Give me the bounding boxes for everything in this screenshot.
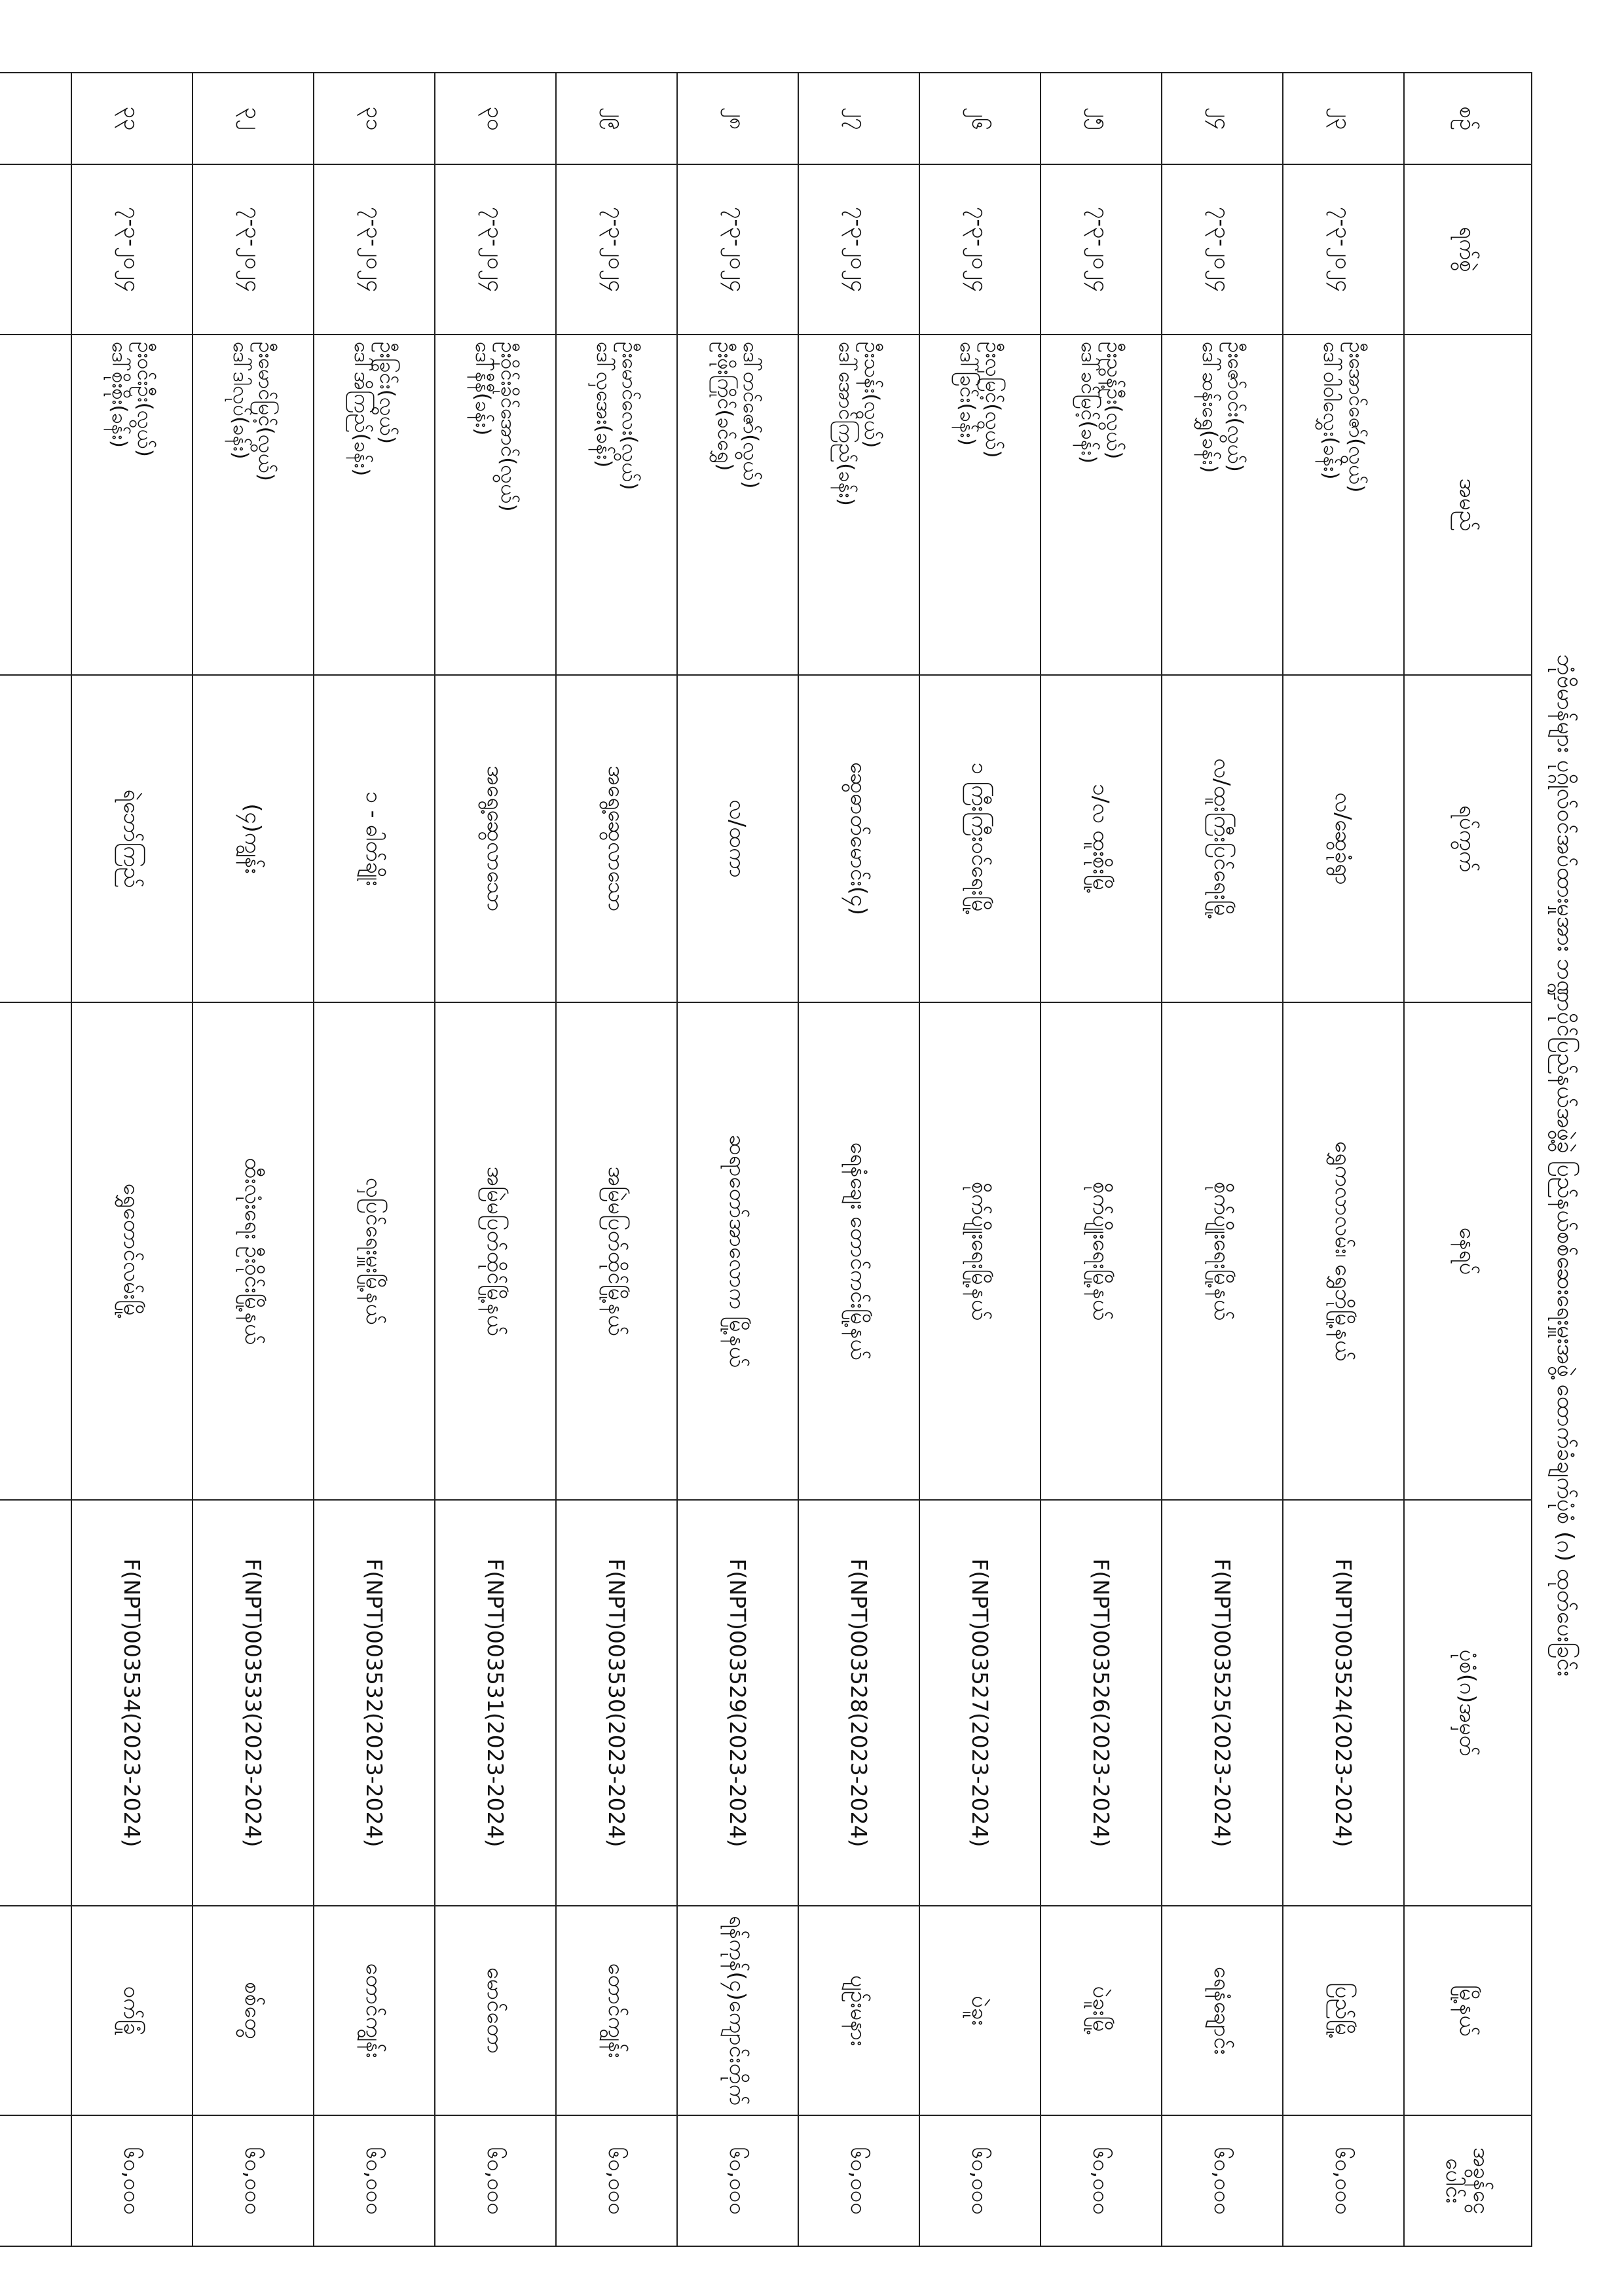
cell-code: F(NPT)003528(2023-2024) (798, 1500, 919, 1906)
table-body (0, 73, 1404, 2246)
cell-address: ထီးလုံးရေး ဦးဝိုင်းမြို့နယ် (193, 1002, 314, 1500)
cell-town: ပဲခူး (919, 1906, 1041, 2115)
table-row (71, 73, 193, 2246)
table-row (435, 73, 556, 2246)
cell-fee: ၆၀,၀၀၀ (314, 2115, 435, 2246)
cell-address: ရေနံချေး တောင်ကင်းမြို့နယ် (798, 1002, 919, 1500)
header-code: ပုံစံ(ဂ)အမှတ် (1404, 1500, 1532, 1906)
cell-ward: ဆွေဓာတ်မောင်း(၄) (798, 675, 919, 1002)
cell-ward: ၁ ကြီးကြီးဝင်ရေးမြို့ (919, 675, 1041, 1002)
cell-ward: အရွေ့ဆွေလာသော (556, 675, 677, 1002)
cell-fee: ၆၀,၀၀၀ (1041, 2115, 1162, 2246)
cell-address: ရွှေကလာလမ်း၊ ရွှေဘိုမြို့နယ် (1283, 1002, 1404, 1500)
cell-no: ၂၃ (1283, 73, 1404, 164)
cell-town: စစ်တွေ (193, 1906, 314, 2115)
cell-address: အမြဲမပြတ်ထိုင်မြို့နယ် (435, 1002, 556, 1500)
header-ward: ရပ်ကွက် (1404, 675, 1532, 1002)
cell-date: ၇-၃-၂၀၂၄ (193, 164, 314, 335)
cell-ward: လ/ဆွေခုံရွာ (1283, 675, 1404, 1002)
cell-fee: ၆၀,၀၀၀ (1162, 2115, 1283, 2246)
cell-owner: ဦးခြွင်း(လွယ်) ဒေါ်အိကြည်(ခန်း) (314, 335, 435, 675)
cell-ward: အရွေ့ဆွေလာသော (435, 675, 556, 1002)
cell-date: ၇-၃-၂၀၂၄ (798, 164, 919, 335)
cell-town: ပြည်မြို့ (1283, 1906, 1404, 2115)
cell-ward: ၁/လ ထူးစိုးမြို့ (1041, 675, 1162, 1002)
header-date: ရက်စွဲ (1404, 164, 1532, 335)
cell-ward: ၁ - ဓါတ်ချိုး (314, 675, 435, 1002)
cell-fee: ၆၀,၀၀၀ (556, 2115, 677, 2246)
cell-no: ၂၄ (1162, 73, 1283, 164)
cell-owner: ဦးသန်း(လွယ်) ဒေါ်အောင်ကြည်(ခန်း) (798, 335, 919, 675)
header-owner: အမည် (1404, 335, 1532, 675)
cell-town: တောင်ကျွန်း (314, 1906, 435, 2115)
cell-town: ပဲခူးမြို့ (1041, 1906, 1162, 2115)
table-header-row (1404, 73, 1532, 2246)
blank-cell (0, 1500, 71, 1906)
cell-owner: ဦးမောင်မြင့်(လွယ်) ဒေါ်ဒါလုပ်(ခန်း) (193, 335, 314, 675)
cell-no: ၂၆ (919, 73, 1041, 164)
cell-town: မောင်တော (435, 1906, 556, 2115)
registration-table (0, 72, 1532, 2247)
cell-code: F(NPT)003525(2023-2024) (1162, 1500, 1283, 1906)
cell-date: ၇-၃-၂၀၂၄ (556, 164, 677, 335)
cell-ward: (၄)ကျွန်း (193, 675, 314, 1002)
cell-fee: ၆၀,၀၀၀ (71, 2115, 193, 2246)
rotated-page (59, 46, 1585, 2285)
cell-fee: ၆၀,၀၀၀ (193, 2115, 314, 2246)
cell-no: ၃၂ (193, 73, 314, 164)
cell-town: တောင်ကျွန်း (556, 1906, 677, 2115)
cell-owner: ဦးအောင်ဇော်(လွယ်) ဒေါ်ဝါဝါလွှေး(ခန်း) (1283, 335, 1404, 675)
cell-date: ၇-၃-၂၀၂၄ (314, 164, 435, 335)
cell-date: ၇-၃-၂၀၂၄ (677, 164, 798, 335)
cell-date: ၇-၃-၂၀၂၄ (71, 164, 193, 335)
cell-no: ၂၈ (677, 73, 798, 164)
blank-cell (0, 335, 71, 675)
page-caption: ဘုံဗိမာန်များ ပုဂ္ဂိုလ်ဝင်အပ်ထားမှုအား ဘဏ္ဍာပိုင်ပြည်နယ်အဖွဲ့ခွဲ ပြည်နယ်စစ်ဆေးရေးမှူးအဖွဲ့ ထောက်ခံချက်ပုံစံ (ဂ) ထုတ်ပေးခြင်း (1552, 654, 1578, 1677)
blank-cell (0, 1002, 71, 1500)
cell-ward: လ/ထကာ (677, 675, 798, 1002)
cell-date: ၇-၃-၂၀၂၄ (435, 164, 556, 335)
cell-fee: ၆၀,၀၀၀ (919, 2115, 1041, 2246)
cell-code: F(NPT)003534(2023-2024) (71, 1500, 193, 1906)
cell-owner: ဦးညွန့်ဦး(လွယ်) ဒေါ်ခင်မြင့်(ခန်း) (1041, 335, 1162, 675)
cell-date: ၇-၃-၂၀၂၄ (1162, 164, 1283, 335)
cell-owner: ဦးမောင်လေး(လွယ်) ဒေါ်လှအေး(ခန်း) (556, 335, 677, 675)
cell-code: F(NPT)003527(2023-2024) (919, 1500, 1041, 1906)
table-row (1283, 73, 1404, 2246)
cell-code: F(NPT)003531(2023-2024) (435, 1500, 556, 1906)
cell-address: အမြဲမပြတ်ထိုင်မြို့နယ် (556, 1002, 677, 1500)
cell-fee: ၆၀,၀၀၀ (435, 2115, 556, 2246)
cell-town: ရန်ကုန်(၄)ကျောင်းတိုက် (677, 1906, 798, 2115)
cell-code: F(NPT)003533(2023-2024) (193, 1500, 314, 1906)
cell-ward: ရဲဘော်ကြည် (71, 675, 193, 1002)
table-row (1041, 73, 1162, 2246)
blank-cell (0, 1906, 71, 2115)
cell-code: F(NPT)003532(2023-2024) (314, 1500, 435, 1906)
cell-address: စိုက်ပျိုးရေးမြို့နယ် (1041, 1002, 1162, 1500)
blank-cell (0, 73, 71, 164)
cell-code: F(NPT)003530(2023-2024) (556, 1500, 677, 1906)
cell-owner: ဦးလှမြင့်(လွယ်) ဒေါ်ခြင်း(ခန်း) (919, 335, 1041, 675)
cell-owner: ဦးဝိုင်းခိုင်အောင်(လွယ်) ဒေါ်နီနီ(ခန်း) (435, 335, 556, 675)
cell-ward: လ/ထူးကြီးပြင်ရေးမြို့ (1162, 675, 1283, 1002)
cell-town: ဝက်ခြုံ (71, 1906, 193, 2115)
cell-date: ၇-၃-၂၀၂၄ (1283, 164, 1404, 335)
cell-date: ၇-၃-၂၀၂၄ (919, 164, 1041, 335)
table-row (1162, 73, 1283, 2246)
cell-address: ရွှေတောင်လမ်းမြို့ (71, 1002, 193, 1500)
header-no: စဉ် (1404, 73, 1532, 164)
cell-owner: ဦးဇော်ဝင်း(လွယ်) ဒေါ်ဆန်းရွှေ(ခန်း) (1162, 335, 1283, 675)
cell-no: ၂၅ (1041, 73, 1162, 164)
blank-cell (0, 2115, 71, 2246)
cell-no: ၃၃ (71, 73, 193, 164)
table-row (919, 73, 1041, 2246)
cell-fee: ၆၀,၀၀၀ (1283, 2115, 1404, 2246)
blank-cell (0, 164, 71, 335)
table-row (193, 73, 314, 2246)
cell-address: လှပြင်ရေးမှူးမြို့နယ် (314, 1002, 435, 1500)
header-address: နေရပ် (1404, 1002, 1532, 1500)
cell-code: F(NPT)003529(2023-2024) (677, 1500, 798, 1906)
cell-code: F(NPT)003524(2023-2024) (1283, 1500, 1404, 1906)
cell-town: ပျဉ်းမနား (798, 1906, 919, 2115)
table-row (798, 73, 919, 2246)
blank-row (0, 73, 71, 2246)
cell-no: ၂၇ (798, 73, 919, 164)
table-row (556, 73, 677, 2246)
cell-fee: ၆၀,၀၀၀ (677, 2115, 798, 2246)
cell-date: ၇-၃-၂၀၂၄ (1041, 164, 1162, 335)
cell-owner: ဦးဝင်းဦး(လွယ်) ဒေါ်စိုးစိုး(ခန်း) (71, 335, 193, 675)
cell-no: ၃၀ (435, 73, 556, 164)
cell-address: စိုက်ပျိုးရေးမြို့နယ် (1162, 1002, 1283, 1500)
cell-address: စိုက်ပျိုးရေးမြို့နယ် (919, 1002, 1041, 1500)
cell-town: ရေနံချောင်း (1162, 1906, 1283, 2115)
cell-address: ဆရာတော်အာလောက မြို့နယ် (677, 1002, 798, 1500)
cell-no: ၃၁ (314, 73, 435, 164)
header-fee: အခွန်ငွေ ပေါင်း (1404, 2115, 1532, 2246)
table-row (677, 73, 798, 2246)
cell-code: F(NPT)003526(2023-2024) (1041, 1500, 1162, 1906)
header-town: မြို့နယ် (1404, 1906, 1532, 2115)
table-row (314, 73, 435, 2246)
cell-owner: ဒေါ်တင်ဇော်(လွယ်) ဦးဖိုးကြိုင်(ခင်ရွှေ) (677, 335, 798, 675)
cell-no: ၂၉ (556, 73, 677, 164)
cell-fee: ၆၀,၀၀၀ (798, 2115, 919, 2246)
blank-cell (0, 675, 71, 1002)
